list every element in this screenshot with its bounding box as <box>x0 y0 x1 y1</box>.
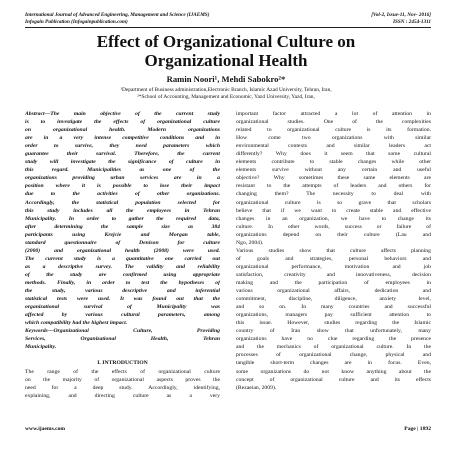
journal-volume: [Vol-2, Issue-11, Nov- 2016] <box>371 12 431 18</box>
right-column-line: satisfaction, creativity and innovativeness, decision <box>236 271 431 278</box>
right-column <box>236 110 431 392</box>
left-column-line: this study includes all the employees in Tehran <box>25 207 220 214</box>
right-column-line: various organizational affairs, dedication and <box>236 288 431 295</box>
left-column-line: Keywords—Organizational Culture, Providing <box>25 328 220 335</box>
right-column-line: differently? Why does it seem that some cultural <box>236 151 431 158</box>
left-column-line: I. INTRODUCTION <box>97 360 148 367</box>
right-column-line: (Rezaeian, 2009). <box>236 384 277 391</box>
right-column-line: changing them? The necessity to deal with <box>236 191 431 198</box>
right-column-line: and so on. In many countries and successful <box>236 304 431 311</box>
affiliation-2: ²*School of Accounting, Management and Economic, Yazd University, Yazd, Iran, <box>137 94 315 100</box>
right-column-line: commitment, discipline, diligence, anxiety level, <box>236 296 431 303</box>
right-column-line: organizations have no clue regarding the presence <box>236 336 431 343</box>
left-column-line: on organizational health. Modern organizations <box>25 127 220 134</box>
right-column-line: country of Iran show that unfortunately, many <box>236 328 431 335</box>
issn: ISSN : 2454-1311 <box>392 19 431 25</box>
left-column-line: of the study are confirmed using appropriate <box>25 271 220 278</box>
left-column-line: The current study is a quantitative one carried out <box>25 255 220 262</box>
left-column-line: (2000) and organizational health (2008) were used. <box>25 247 220 254</box>
right-column-line: changes in an organization, we have to change its <box>236 215 431 222</box>
left-column-line: guarantee their survival. Therefore, the current <box>25 151 220 158</box>
right-column-line: culture. In other words, success or failure of <box>236 223 431 230</box>
left-column-line: Accordingly, the statistical population selected for <box>25 199 220 206</box>
left-column-line: order to survive, they need parameters which <box>25 143 220 150</box>
left-column-line: this regard. Municipalities as one of the <box>25 167 220 174</box>
right-column-line: of goals and strategies, personal behaviors and <box>236 255 431 262</box>
paper-title-line-1: Effect of Organizational Culture on <box>96 32 356 51</box>
left-column <box>25 110 220 400</box>
left-column-line: on the majority of organizational aspects proves the <box>25 376 220 383</box>
left-column-line: need for a deep study. Accordingly, identifying, <box>25 384 220 391</box>
left-column-line: as a descriptive survey. The validity and reliability <box>25 263 220 270</box>
left-column-line: participants using Krejcie and Morgan table, <box>25 231 220 238</box>
left-column-line: after determining the sample size as 384 <box>25 223 220 230</box>
left-column-line: is to investigate the effects of organizational culture <box>25 119 220 126</box>
left-column-line: statistical tests were used. It was found out that the <box>25 296 220 303</box>
journal-header-line-1 <box>25 12 431 19</box>
left-column-line: The range of the effects of organizational culture <box>25 368 220 375</box>
journal-header-line-2 <box>25 19 431 26</box>
left-column-line: which compatibility had the highest impact. <box>25 320 128 327</box>
left-column-line: standard questionnaire of Denison for culture <box>25 239 220 246</box>
left-column-line: position where it is possible to lose their impact <box>25 183 220 190</box>
affiliation-1: ¹Department of Business administration,Electronic Branch, Islamic Azad University, Tehran, Iran, <box>120 87 332 93</box>
right-column-line: organizational performance, motivation and job <box>236 263 431 270</box>
right-column-line: objective? Why sometimes these same elements are <box>236 175 431 182</box>
right-column-line: making and the participation of employees in <box>236 279 431 286</box>
left-column-line: are in a very intense competitive conditions and in <box>25 135 220 142</box>
left-column-line: the study, various descriptive and inferential <box>25 288 220 295</box>
right-column-line: concept of organizational culture and its effects <box>236 376 431 383</box>
right-column-line: this issue. However, studies regarding the Islamic <box>236 320 431 327</box>
left-column-line: study will investigate the significance of culture in <box>25 159 220 166</box>
left-column-line: organizations providing urban services are in a <box>25 175 220 182</box>
left-column-line: organizational survival of Municipality was <box>25 304 220 311</box>
right-column-line: processes of organizational change, physical and <box>236 352 431 359</box>
paper-authors: Ramin Noori¹, Mehdi Sabokro²* <box>166 74 286 84</box>
right-column-line: some organizations do not know anything about the <box>236 368 431 375</box>
right-column-line: related to organizational culture is its formation. <box>236 127 431 134</box>
right-column-line: resistant to the attempts of leaders and others for <box>236 183 431 190</box>
left-column-line: due to the activities of other organizations. <box>25 191 220 198</box>
right-column-line: tangible short-term changes are in focus. Even, <box>236 360 431 367</box>
left-column-line: methods. Finally, in order to test the hypotheses of <box>25 279 220 286</box>
right-column-line: How come two organizations with similar <box>236 135 431 142</box>
left-column-line <box>25 351 220 359</box>
right-column-line: organizational studies. One of the complexities <box>236 119 431 126</box>
left-column-line: Municipality. In order to gather the required data, <box>25 215 220 222</box>
page-footer <box>25 426 431 432</box>
right-column-line: Various studies show that culture affects planning <box>236 247 431 254</box>
right-column-line: Ngo, 2004). <box>236 239 264 246</box>
right-column-line: organizations depend on their culture (Lau and <box>236 231 431 238</box>
paper-title-line-2: Organizational Health <box>144 51 308 70</box>
left-column-line: Abstract—The main objective of the current study <box>25 111 220 117</box>
right-column-line: important factor attracted a lot of attention in <box>236 111 431 117</box>
journal-name: International Journal of Advanced Engineering, Management and Science (IJAEMS) <box>25 12 210 18</box>
publisher: Infogain Publication (Infogainpublication.com) <box>25 19 128 25</box>
page-number: Page | 1892 <box>404 426 431 432</box>
right-column-line: elements survive without any certain and useful <box>236 167 431 174</box>
left-column-line: Services, Organizational Health, Tehran <box>25 336 220 343</box>
right-column-line: organizations, managers pay sufficient attention to <box>236 312 431 319</box>
header-rule <box>25 27 431 28</box>
right-column-line: believe that if we want to create stable and effective <box>236 207 431 214</box>
right-column-line: elements contribute to stable changes while other <box>236 159 431 166</box>
journal-website: www.ijaems.com <box>25 426 66 432</box>
right-column-line: organizational culture is so grave that scholars <box>236 199 431 206</box>
right-column-line: environmental contexts and similar leaders act <box>236 143 431 150</box>
left-column-line: affected by various cultural parameters, among <box>25 312 220 319</box>
left-column-line: Municipality. <box>25 344 57 351</box>
right-column-line: and the mechanics of organizational culture. In the <box>236 344 431 351</box>
left-column-line: explaining, and directing culture as a very <box>25 392 220 399</box>
